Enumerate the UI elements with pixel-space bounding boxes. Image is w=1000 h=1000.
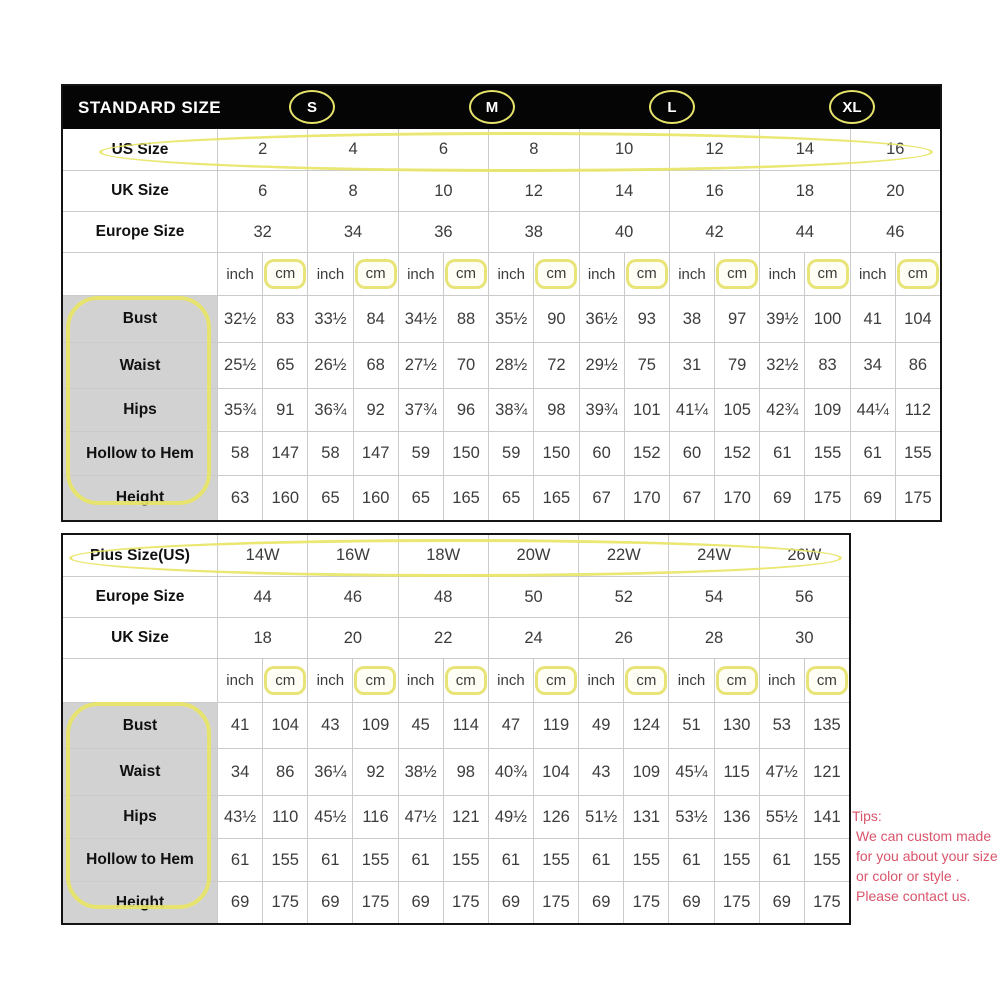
- size-cell: 16: [850, 129, 940, 170]
- measure-cell: 61: [578, 839, 623, 881]
- measure-cell: 135: [804, 703, 849, 748]
- measure-cell: 60: [579, 432, 624, 475]
- row-units: [63, 658, 849, 702]
- size-cell: 12: [669, 129, 759, 170]
- standard-size-grid: [63, 129, 940, 520]
- measure-cell: 69: [398, 882, 443, 923]
- measure-cell: 152: [714, 432, 759, 475]
- measure-cell: 69: [578, 882, 623, 923]
- size-cell: 44: [759, 212, 849, 252]
- measure-cell: 86: [262, 749, 307, 795]
- unit-row-label: [63, 659, 217, 702]
- measure-cell: 55½: [759, 796, 804, 838]
- size-cell: 38: [488, 212, 578, 252]
- measure-cell: 72: [533, 343, 578, 388]
- measure-cell: 70: [443, 343, 488, 388]
- measure-cell: 59: [488, 432, 533, 475]
- size-cell: 6: [398, 129, 488, 170]
- measure-cell: 112: [895, 389, 940, 431]
- highlight-cm-unit: cm: [354, 666, 396, 695]
- measure-cell: 47½: [398, 796, 443, 838]
- measure-cell: 119: [533, 703, 578, 748]
- size-cell: 26W: [759, 535, 849, 576]
- row-label: Hips: [63, 796, 217, 838]
- measure-cell: 155: [895, 432, 940, 475]
- measure-cell: 61: [668, 839, 713, 881]
- measure-cell: 51½: [578, 796, 623, 838]
- tips-line: or color or style .: [856, 868, 960, 884]
- measure-cell: 150: [443, 432, 488, 475]
- size-badge-l: L: [649, 90, 695, 124]
- size-cell: 40: [579, 212, 669, 252]
- measure-cell: 98: [443, 749, 488, 795]
- size-cell: 8: [488, 129, 578, 170]
- measure-cell: 38¾: [488, 389, 533, 431]
- custom-order-tips: [852, 806, 1000, 906]
- measure-cell: 59: [398, 432, 443, 475]
- unit-cell-inch: inch: [398, 659, 443, 702]
- measure-cell: 35½: [488, 296, 533, 342]
- measure-cell: 121: [443, 796, 488, 838]
- size-cell: 42: [669, 212, 759, 252]
- tips-line: We can custom made: [856, 828, 992, 844]
- row-europe-size: [63, 576, 849, 617]
- measure-cell: 41: [217, 703, 262, 748]
- size-cell: 6: [217, 171, 307, 211]
- measure-cell: 115: [714, 749, 759, 795]
- measure-cell: 97: [714, 296, 759, 342]
- measure-cell: 155: [623, 839, 668, 881]
- row-waist: [63, 748, 849, 795]
- measure-cell: 105: [714, 389, 759, 431]
- row-waist: [63, 342, 940, 388]
- measure-cell: 130: [714, 703, 759, 748]
- measure-cell: 69: [488, 882, 533, 923]
- measure-cell: 175: [804, 476, 849, 520]
- measure-cell: 141: [804, 796, 849, 838]
- highlight-cm-unit: cm: [897, 259, 939, 288]
- measure-cell: 61: [759, 839, 804, 881]
- measure-cell: 47: [488, 703, 533, 748]
- measure-cell: 39½: [759, 296, 804, 342]
- measure-cell: 60: [669, 432, 714, 475]
- measure-cell: 98: [533, 389, 578, 431]
- unit-cell-inch: inch: [398, 253, 443, 295]
- size-cell: 18W: [398, 535, 488, 576]
- unit-cell-inch: inch: [579, 253, 624, 295]
- row-plus-size-us: [63, 535, 849, 576]
- measure-cell: 96: [443, 389, 488, 431]
- size-cell: 20: [307, 618, 397, 658]
- size-cell: 28: [668, 618, 758, 658]
- measure-cell: 51: [668, 703, 713, 748]
- measure-cell: 175: [443, 882, 488, 923]
- measure-cell: 32½: [217, 296, 262, 342]
- measure-cell: 69: [668, 882, 713, 923]
- unit-cell-cm: [533, 253, 578, 295]
- measure-cell: 155: [533, 839, 578, 881]
- measure-cell: 67: [669, 476, 714, 520]
- size-badge-xl: XL: [829, 90, 875, 124]
- highlight-cm-unit: cm: [264, 666, 306, 695]
- measure-cell: 104: [895, 296, 940, 342]
- measure-cell: 88: [443, 296, 488, 342]
- highlight-cm-unit: cm: [806, 666, 848, 695]
- row-label: Height: [63, 476, 217, 520]
- measure-cell: 61: [850, 432, 895, 475]
- highlight-cm-unit: cm: [264, 259, 306, 288]
- measure-cell: 41: [850, 296, 895, 342]
- measure-cell: 31: [669, 343, 714, 388]
- measure-cell: 175: [714, 882, 759, 923]
- measure-cell: 116: [352, 796, 397, 838]
- measure-cell: 38½: [398, 749, 443, 795]
- unit-cell-inch: inch: [488, 659, 533, 702]
- measure-cell: 79: [714, 343, 759, 388]
- measure-cell: 63: [217, 476, 262, 520]
- measure-cell: 175: [262, 882, 307, 923]
- row-label: UK Size: [111, 629, 169, 646]
- size-cell: 8: [307, 171, 397, 211]
- highlight-cm-unit: cm: [355, 259, 397, 288]
- row-height: [63, 475, 940, 520]
- measure-cell: 131: [623, 796, 668, 838]
- unit-cell-inch: inch: [669, 253, 714, 295]
- measure-cell: 155: [714, 839, 759, 881]
- tips-line: Please contact us.: [856, 888, 971, 904]
- unit-cell-cm: [804, 659, 849, 702]
- measure-cell: 109: [804, 389, 849, 431]
- measure-cell: 45¼: [668, 749, 713, 795]
- unit-cell-cm: [262, 659, 307, 702]
- plus-size-table: [61, 533, 851, 925]
- measure-cell: 92: [352, 749, 397, 795]
- measure-cell: 86: [895, 343, 940, 388]
- measure-cell: 160: [262, 476, 307, 520]
- tips-line: for you about your size: [856, 848, 998, 864]
- unit-cell-cm: [533, 659, 578, 702]
- row-label: Waist: [63, 343, 217, 388]
- measure-cell: 42¾: [759, 389, 804, 431]
- size-cell: 34: [307, 212, 397, 252]
- measure-cell: 39¾: [579, 389, 624, 431]
- unit-cell-cm: [443, 659, 488, 702]
- row-europe-size: [63, 211, 940, 252]
- measure-cell: 69: [850, 476, 895, 520]
- row-uk-size: [63, 170, 940, 211]
- measure-cell: 32½: [759, 343, 804, 388]
- measure-cell: 124: [623, 703, 668, 748]
- size-cell: 30: [759, 618, 849, 658]
- size-cell: 16W: [307, 535, 397, 576]
- size-badge-m: M: [469, 90, 515, 124]
- measure-cell: 69: [217, 882, 262, 923]
- row-label: Hollow to Hem: [63, 432, 217, 475]
- measure-cell: 109: [352, 703, 397, 748]
- measure-cell: 58: [217, 432, 262, 475]
- measure-cell: 36½: [579, 296, 624, 342]
- measure-cell: 155: [352, 839, 397, 881]
- measure-cell: 155: [443, 839, 488, 881]
- measure-cell: 61: [488, 839, 533, 881]
- measure-cell: 165: [443, 476, 488, 520]
- measure-cell: 170: [624, 476, 669, 520]
- measure-cell: 34: [217, 749, 262, 795]
- unit-cell-inch: inch: [668, 659, 713, 702]
- measure-cell: 152: [624, 432, 669, 475]
- measure-cell: 27½: [398, 343, 443, 388]
- highlight-cm-unit: cm: [626, 259, 668, 288]
- size-cell: 16: [669, 171, 759, 211]
- measure-cell: 34½: [398, 296, 443, 342]
- unit-cell-inch: inch: [759, 659, 804, 702]
- measure-cell: 175: [533, 882, 578, 923]
- row-units: [63, 252, 940, 295]
- tips-title: Tips:: [852, 808, 882, 824]
- size-cell: 18: [759, 171, 849, 211]
- measure-cell: 37¾: [398, 389, 443, 431]
- measure-cell: 61: [759, 432, 804, 475]
- measure-cell: 175: [895, 476, 940, 520]
- unit-cell-inch: inch: [307, 659, 352, 702]
- measure-cell: 69: [307, 882, 352, 923]
- size-cell: 48: [398, 577, 488, 617]
- unit-cell-cm: [352, 659, 397, 702]
- measure-cell: 40¾: [488, 749, 533, 795]
- size-cell: 14: [579, 171, 669, 211]
- measure-cell: 91: [262, 389, 307, 431]
- size-cell: 20: [850, 171, 940, 211]
- measure-cell: 45: [398, 703, 443, 748]
- highlight-cm-unit: cm: [535, 259, 577, 288]
- standard-size-title: STANDARD SIZE: [78, 97, 222, 117]
- measure-cell: 35¾: [217, 389, 262, 431]
- row-hollow-to-hem: [63, 431, 940, 475]
- size-cell: 2: [217, 129, 307, 170]
- highlight-cm-unit: cm: [807, 259, 849, 288]
- measure-cell: 67: [579, 476, 624, 520]
- measure-cell: 114: [443, 703, 488, 748]
- unit-cell-cm: [714, 253, 759, 295]
- measure-cell: 29½: [579, 343, 624, 388]
- highlight-cm-unit: cm: [445, 666, 487, 695]
- measure-cell: 69: [759, 882, 804, 923]
- unit-cell-inch: inch: [850, 253, 895, 295]
- highlight-cm-unit: cm: [445, 259, 487, 288]
- measure-cell: 68: [353, 343, 398, 388]
- measure-cell: 93: [624, 296, 669, 342]
- size-cell: 10: [579, 129, 669, 170]
- row-hips: [63, 795, 849, 838]
- row-hollow-to-hem: [63, 838, 849, 881]
- measure-cell: 147: [353, 432, 398, 475]
- measure-cell: 110: [262, 796, 307, 838]
- measure-cell: 175: [804, 882, 849, 923]
- highlight-cm-unit: cm: [625, 666, 667, 695]
- row-label: Hips: [63, 389, 217, 431]
- unit-cell-inch: inch: [759, 253, 804, 295]
- size-cell: 24: [488, 618, 578, 658]
- measure-cell: 45½: [307, 796, 352, 838]
- measure-cell: 61: [398, 839, 443, 881]
- row-hips: [63, 388, 940, 431]
- row-label: Hollow to Hem: [63, 839, 217, 881]
- standard-size-header: [63, 86, 940, 129]
- row-label: Bust: [63, 296, 217, 342]
- measure-cell: 65: [398, 476, 443, 520]
- measure-cell: 150: [533, 432, 578, 475]
- unit-row-label: [63, 253, 217, 295]
- size-cell: 32: [217, 212, 307, 252]
- size-cell: 54: [668, 577, 758, 617]
- measure-cell: 92: [353, 389, 398, 431]
- size-badge-s: S: [289, 90, 335, 124]
- unit-cell-cm: [624, 253, 669, 295]
- row-label: Plus Size(US): [90, 546, 190, 564]
- measure-cell: 44¼: [850, 389, 895, 431]
- measure-cell: 36¼: [307, 749, 352, 795]
- size-cell: 46: [850, 212, 940, 252]
- row-label: Bust: [63, 703, 217, 748]
- row-bust: [63, 702, 849, 748]
- size-cell: 10: [398, 171, 488, 211]
- row-label: US Size: [111, 140, 169, 158]
- measure-cell: 33½: [307, 296, 352, 342]
- size-cell: 52: [578, 577, 668, 617]
- measure-cell: 28½: [488, 343, 533, 388]
- measure-cell: 41¼: [669, 389, 714, 431]
- measure-cell: 49½: [488, 796, 533, 838]
- unit-cell-cm: [714, 659, 759, 702]
- unit-cell-inch: inch: [488, 253, 533, 295]
- measure-cell: 104: [533, 749, 578, 795]
- measure-cell: 43: [307, 703, 352, 748]
- highlight-cm-unit: cm: [716, 666, 758, 695]
- highlight-cm-unit: cm: [716, 259, 758, 288]
- measure-cell: 61: [217, 839, 262, 881]
- measure-cell: 26½: [307, 343, 352, 388]
- measure-cell: 160: [353, 476, 398, 520]
- measure-cell: 65: [488, 476, 533, 520]
- measure-cell: 43: [578, 749, 623, 795]
- measure-cell: 155: [804, 839, 849, 881]
- size-cell: 26: [578, 618, 668, 658]
- measure-cell: 136: [714, 796, 759, 838]
- measure-cell: 109: [623, 749, 668, 795]
- row-uk-size: [63, 617, 849, 658]
- measure-cell: 69: [759, 476, 804, 520]
- size-cell: 12: [488, 171, 578, 211]
- measure-cell: 61: [307, 839, 352, 881]
- measure-cell: 49: [578, 703, 623, 748]
- unit-cell-inch: inch: [578, 659, 623, 702]
- measure-cell: 36¾: [307, 389, 352, 431]
- row-label: Europe Size: [95, 223, 185, 240]
- measure-cell: 53½: [668, 796, 713, 838]
- size-cell: 56: [759, 577, 849, 617]
- size-cell: 44: [217, 577, 307, 617]
- measure-cell: 25½: [217, 343, 262, 388]
- measure-cell: 147: [262, 432, 307, 475]
- measure-cell: 126: [533, 796, 578, 838]
- row-label: Europe Size: [95, 588, 185, 605]
- size-cell: 50: [488, 577, 578, 617]
- unit-cell-inch: inch: [217, 253, 262, 295]
- size-cell: 46: [307, 577, 397, 617]
- measure-cell: 155: [262, 839, 307, 881]
- unit-cell-cm: [895, 253, 940, 295]
- measure-cell: 58: [307, 432, 352, 475]
- size-cell: 4: [307, 129, 397, 170]
- measure-cell: 75: [624, 343, 669, 388]
- measure-cell: 100: [804, 296, 849, 342]
- row-label: UK Size: [111, 182, 169, 199]
- measure-cell: 38: [669, 296, 714, 342]
- measure-cell: 53: [759, 703, 804, 748]
- measure-cell: 101: [624, 389, 669, 431]
- measure-cell: 155: [804, 432, 849, 475]
- measure-cell: 65: [262, 343, 307, 388]
- row-height: [63, 881, 849, 923]
- measure-cell: 84: [353, 296, 398, 342]
- row-label: Waist: [63, 749, 217, 795]
- measure-cell: 83: [804, 343, 849, 388]
- unit-cell-inch: inch: [217, 659, 262, 702]
- size-cell: 22: [398, 618, 488, 658]
- measure-cell: 47½: [759, 749, 804, 795]
- measure-cell: 65: [307, 476, 352, 520]
- measure-cell: 34: [850, 343, 895, 388]
- measure-cell: 165: [533, 476, 578, 520]
- unit-cell-cm: [353, 253, 398, 295]
- unit-cell-cm: [262, 253, 307, 295]
- size-cell: 18: [217, 618, 307, 658]
- plus-size-grid: [63, 535, 849, 923]
- size-cell: 14W: [217, 535, 307, 576]
- size-cell: 36: [398, 212, 488, 252]
- measure-cell: 175: [352, 882, 397, 923]
- row-bust: [63, 295, 940, 342]
- unit-cell-cm: [443, 253, 488, 295]
- measure-cell: 175: [623, 882, 668, 923]
- highlight-cm-unit: cm: [535, 666, 577, 695]
- measure-cell: 90: [533, 296, 578, 342]
- size-cell: 14: [759, 129, 849, 170]
- unit-cell-inch: inch: [307, 253, 352, 295]
- size-cell: 20W: [488, 535, 578, 576]
- measure-cell: 43½: [217, 796, 262, 838]
- measure-cell: 170: [714, 476, 759, 520]
- unit-cell-cm: [623, 659, 668, 702]
- unit-cell-cm: [804, 253, 849, 295]
- row-us-size: [63, 129, 940, 170]
- measure-cell: 104: [262, 703, 307, 748]
- row-label: Height: [63, 882, 217, 923]
- measure-cell: 83: [262, 296, 307, 342]
- measure-cell: 121: [804, 749, 849, 795]
- size-cell: 22W: [578, 535, 668, 576]
- size-cell: 24W: [668, 535, 758, 576]
- standard-size-table: [61, 84, 942, 522]
